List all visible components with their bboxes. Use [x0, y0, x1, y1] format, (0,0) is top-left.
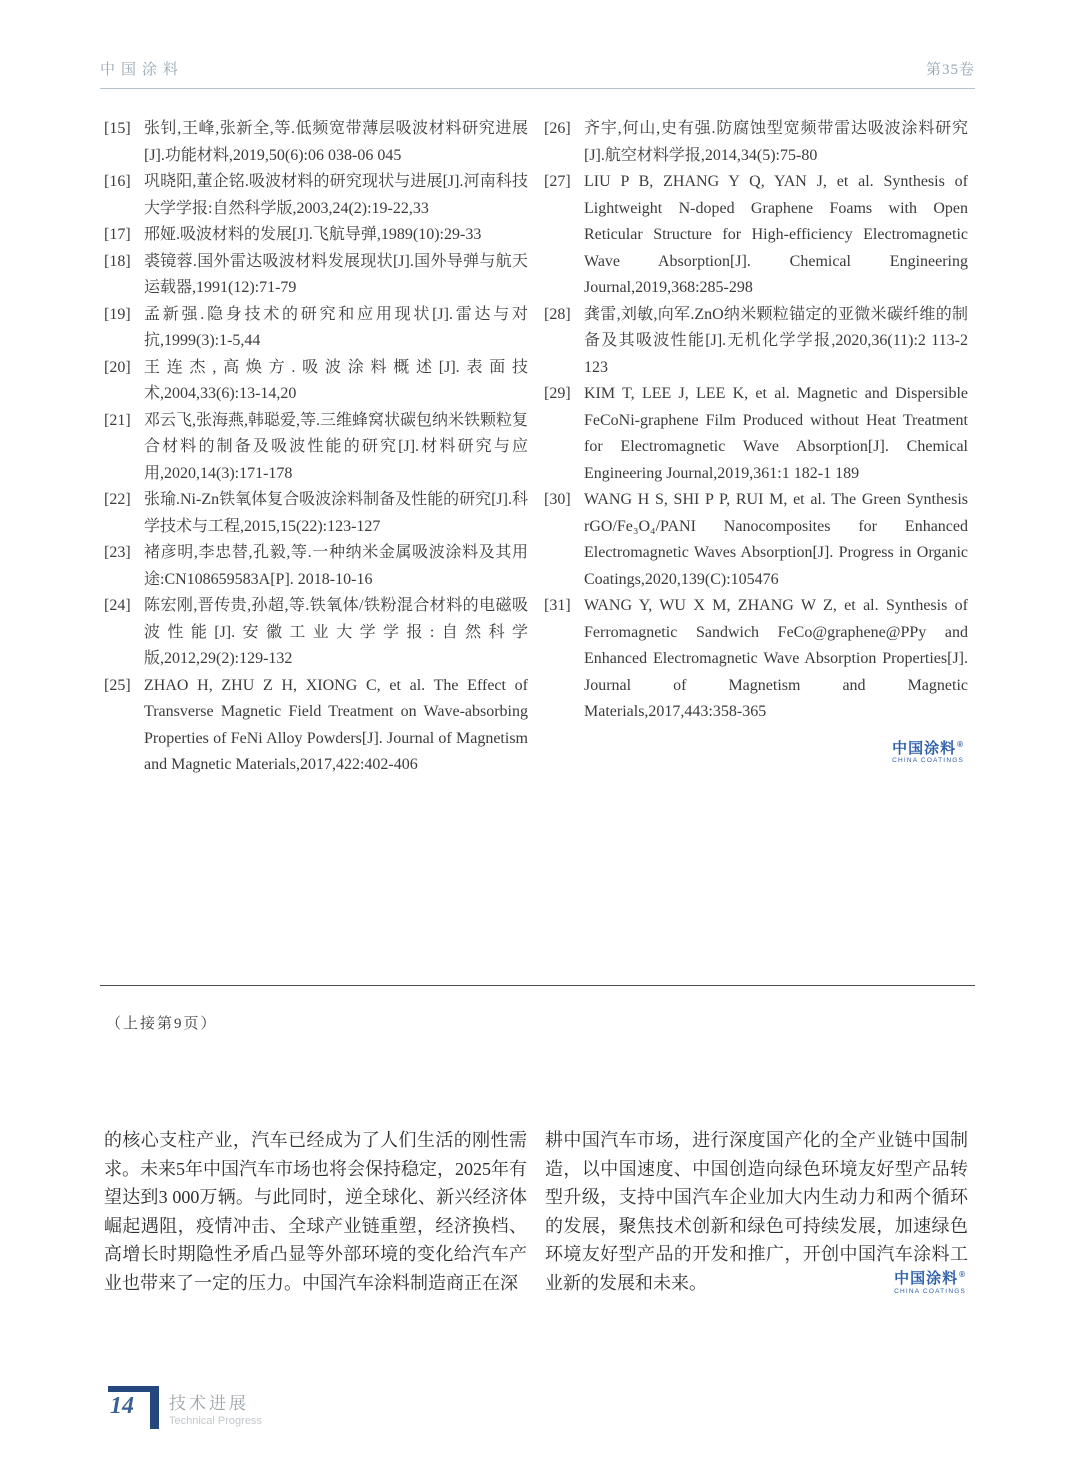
registered-mark-icon: ® [959, 1270, 966, 1280]
reference-text: 裘镜蓉.国外雷达吸波材料发展现状[J].国外导弹与航天运载器,1991(12):71-79 [144, 252, 528, 296]
reference-number: [19] [104, 305, 131, 323]
article-column-left: 的核心支柱产业，汽车已经成为了人们生活的刚性需求。未来5年中国汽车市场也将会保持稳定，2025年有望达到3 000万辆。与此同时，逆全球化、新兴经济体崛起遇阻，疫情冲击、全球产业链重塑，经济换档、高增长时期隐性矛盾凸显等外部环境的变化给汽车产业也带来了一定的压力。中国汽车涂料制造商正在深 [104, 1130, 527, 1293]
article-section [104, 1126, 968, 1297]
reference-text: 陈宏刚,晋传贵,孙超,等.铁氧体/铁粉混合材料的电磁吸波性能[J].安徽工业大学学报:自然科学版,2012,29(2):129-132 [144, 597, 528, 667]
reference-item [104, 487, 528, 540]
reference-number: [18] [104, 252, 131, 270]
reference-text: KIM T, LEE J, LEE K, et al. Magnetic and Dispersible FeCoNi-graphene Film Produced without Heat Treatment for Electromagnetic Wave Absorption[J]. Chemical Engineering Journal,2019,361:1 182-1 189 [584, 385, 968, 482]
reference-text: WANG H S, SHI P P, RUI M, et al. The Green Synthesis rGO/Fe₃O₄/PANI Nanocomposites for Enhanced Electromagnetic Waves Absorption[J]. Progress in Organic Coatings,2020,139(C):105476 [584, 491, 968, 588]
references-section [104, 116, 968, 779]
reference-item [104, 249, 528, 302]
reference-text: 邢娅.吸波材料的发展[J].飞航导弹,1989(10):29-33 [144, 226, 482, 243]
reference-item [544, 116, 968, 169]
reference-item [544, 302, 968, 382]
reference-item [544, 381, 968, 487]
registered-mark-icon: ® [957, 739, 964, 749]
article-column-right [545, 1126, 968, 1297]
reference-item [104, 169, 528, 222]
reference-number: [27] [544, 173, 571, 190]
page-header [100, 58, 975, 89]
reference-text: WANG Y, WU X M, ZHANG W Z, et al. Synthesis of Ferromagnetic Sandwich FeCo@graphene@PPy and Enhanced Electromagnetic Wave Absorption Properties[J]. Journal of Magnetism and Magnetic Materials,2017,443:358-365 [584, 597, 968, 720]
references-column-left [104, 116, 528, 779]
article-right-text: 耕中国汽车市场，进行深度国产化的全产业链中国制造，以中国速度、中国创造向绿色环境友好型产品转型升级，支持中国汽车企业加大内生动力和两个循环的发展，聚焦技术创新和绿色可持续发展，加速绿色环境友好型产品的开发和推广，开创中国汽车涂料工业新的发展和未来。 [545, 1130, 968, 1293]
reference-item [104, 540, 528, 593]
continuation-note: （上接第9页） [106, 1016, 218, 1032]
logo-en-text: CHINA COATINGS [892, 757, 964, 765]
reference-item [544, 169, 968, 302]
references-list-right [544, 116, 968, 726]
reference-item [104, 355, 528, 408]
reference-number: [15] [104, 120, 131, 137]
reference-number: [21] [104, 411, 131, 429]
reference-item [104, 222, 528, 249]
reference-number: [23] [104, 544, 131, 561]
reference-number: [24] [104, 597, 131, 614]
reference-item [104, 673, 528, 779]
reference-text: 张瑜.Ni-Zn铁氧体复合吸波涂料制备及性能的研究[J].科学技术与工程,2015,15(22):123-127 [144, 491, 528, 535]
section-title-en: Technical Progress [169, 1415, 262, 1427]
reference-text: 王连杰,高焕方.吸波涂料概述[J].表面技术,2004,33(6):13-14,20 [144, 358, 528, 402]
reference-number: [28] [544, 305, 571, 323]
reference-text: ZHAO H, ZHU Z H, XIONG C, et al. The Effect of Transverse Magnetic Field Treatment on Wave-absorbing Properties of FeNi Alloy Powders[J]. Journal of Magnetism and Magnetic Materials,2017,422:402-406 [144, 676, 528, 773]
volume-label: 第35卷 [925, 62, 975, 78]
logo-en-text: CHINA COATINGS [894, 1287, 966, 1295]
reference-number: [29] [544, 385, 571, 402]
reference-text: 龚雷,刘敏,向军.ZnO纳米颗粒锚定的亚微米碳纤维的制备及其吸波性能[J].无机化学学报,2020,36(11):2 113-2 123 [584, 305, 968, 376]
section-divider [100, 985, 975, 986]
reference-number: [20] [104, 358, 131, 376]
footer-section-label [169, 1386, 262, 1427]
reference-text: 邓云飞,张海燕,韩聪爱,等.三维蜂窝状碳包纳米铁颗粒复合材料的制备及吸波性能的研究[J].材料研究与应用,2020,14(3):171-178 [144, 411, 529, 482]
reference-item [544, 593, 968, 726]
reference-item [104, 408, 528, 488]
reference-item [104, 116, 528, 169]
reference-number: [16] [104, 173, 131, 190]
references-column-right [544, 116, 968, 779]
logo-cn-text: 中国涂料® [894, 1270, 966, 1288]
reference-number: [30] [544, 491, 571, 508]
reference-text: 褚彦明,李忠替,孔毅,等.一种纳米金属吸波涂料及其用途:CN108659583A[P]. 2018-10-16 [144, 544, 528, 588]
journal-name: 中国涂料 [100, 62, 185, 78]
section-title-cn: 技术进展 [169, 1394, 249, 1413]
reference-text: 张钊,王峰,张新全,等.低频宽带薄层吸波材料研究进展[J].功能材料,2019,50(6):06 038-06 045 [144, 120, 528, 164]
reference-text: 齐宇,何山,史有强.防腐蚀型宽频带雷达吸波涂料研究[J].航空材料学报,2014,34(5):75-80 [584, 120, 968, 164]
references-logo-wrap [544, 740, 968, 768]
reference-number: [17] [104, 226, 131, 243]
page-number: 14 [110, 1393, 134, 1419]
china-coatings-logo [888, 1268, 966, 1295]
reference-item [104, 302, 528, 355]
china-coatings-logo [892, 740, 964, 765]
page-number-badge [108, 1386, 159, 1429]
reference-text: LIU P B, ZHANG Y Q, YAN J, et al. Synthesis of Lightweight N-doped Graphene Foams with Open Reticular Structure for High-efficiency Electromagnetic Wave Absorption[J]. Chemical Engineering Journal,2019,368:285-298 [584, 173, 968, 296]
reference-number: [25] [104, 676, 131, 694]
logo-cn-text: 中国涂料® [892, 739, 964, 757]
reference-number: [26] [544, 120, 571, 137]
reference-number: [22] [104, 491, 131, 508]
reference-text: 巩晓阳,董企铭.吸波材料的研究现状与进展[J].河南科技大学学报:自然科学版,2003,24(2):19-22,33 [144, 173, 528, 217]
reference-number: [31] [544, 597, 571, 614]
reference-item [544, 487, 968, 593]
reference-text: 孟新强.隐身技术的研究和应用现状[J].雷达与对抗,1999(3):1-5,44 [144, 305, 528, 349]
page-footer [108, 1386, 262, 1429]
reference-item [104, 593, 528, 673]
